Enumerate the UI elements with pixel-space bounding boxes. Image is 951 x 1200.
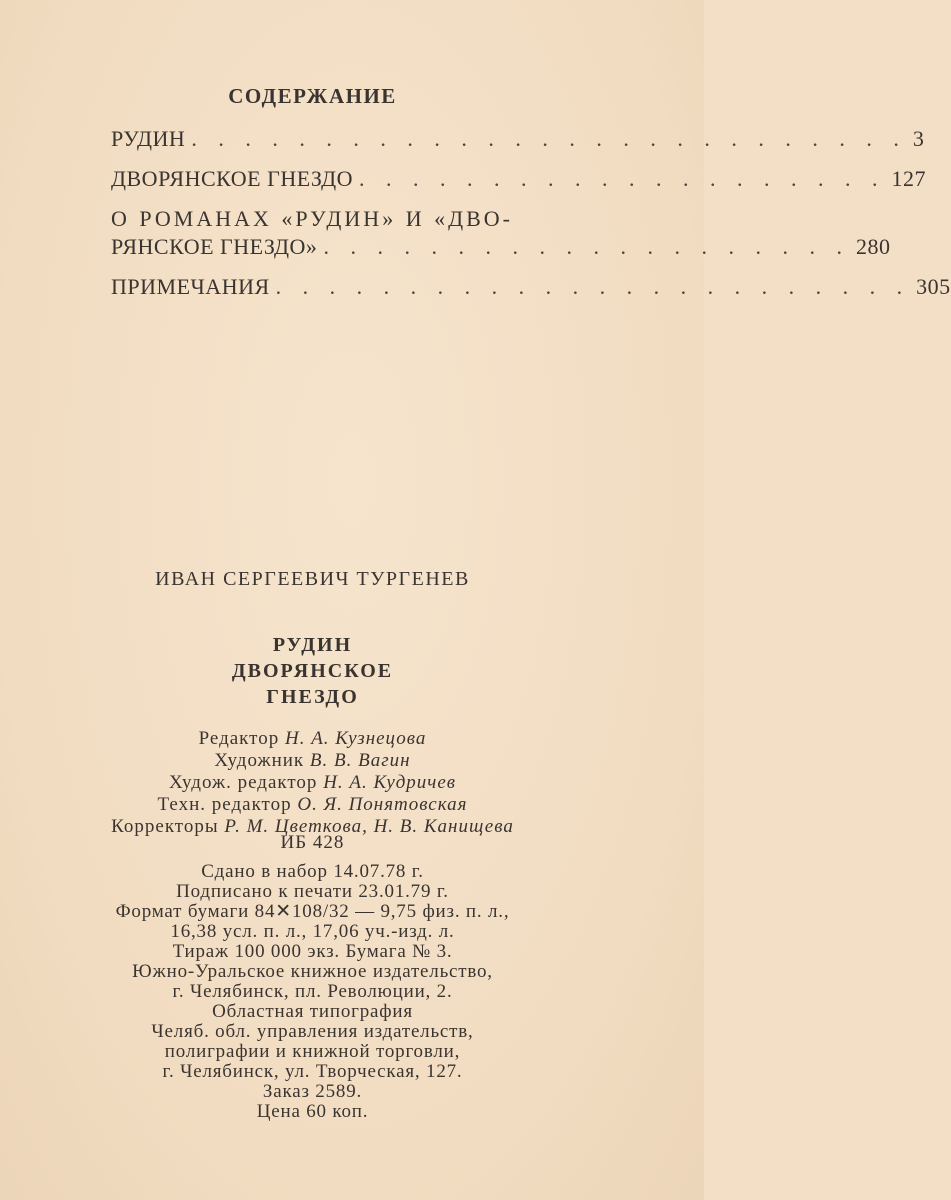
detail-line: г. Челябинск, пл. Революции, 2.: [172, 981, 453, 1002]
toc-entry-page: 280: [855, 234, 891, 259]
detail-line: Тираж 100 000 экз. Бумага № 3.: [172, 941, 453, 962]
detail-line: Челяб. обл. управления издательств,: [151, 1021, 474, 1042]
credit-role: Редактор: [198, 728, 280, 749]
credit-role: Техн. редактор: [157, 794, 292, 815]
detail-line: Заказ 2589.: [262, 1081, 363, 1102]
credit-role: Художник: [214, 750, 305, 771]
credit-line: [0, 794, 625, 816]
credit-name: В. В. Вагин: [309, 750, 411, 771]
toc-entry-about-novels: [111, 206, 891, 260]
detail-line: Подписано к печати 23.01.79 г.: [176, 881, 449, 902]
credit-line: [0, 772, 625, 794]
ib-number: ИБ 428: [280, 832, 345, 853]
credit-role: Корректоры: [111, 816, 219, 837]
toc-word: «ДВО-: [434, 206, 513, 231]
table-of-contents: [111, 126, 951, 314]
credit-name: Н. А. Кузнецова: [284, 728, 427, 749]
toc-entry-label-line2-row: [111, 234, 891, 260]
credit-line: [0, 728, 625, 750]
detail-line: Южно-Уральское книжное издательство,: [132, 961, 493, 982]
author-name: ИВАН СЕРГЕЕВИЧ ТУРГЕНЕВ: [155, 568, 470, 590]
toc-word: «РУДИН»: [281, 206, 397, 231]
book-title-line: ГНЕЗДО: [266, 686, 359, 708]
book-title-line: РУДИН: [272, 634, 353, 656]
detail-line: Областная типография: [212, 1001, 413, 1022]
toc-leader-dots: . . . . . . . . . . . . . . . . . . . .: [323, 234, 850, 259]
toc-entry-label-line2: РЯНСКОЕ ГНЕЗДО»: [111, 234, 318, 259]
credit-name: О. Я. Понятовская: [297, 794, 468, 815]
toc-entry-rudin: [111, 126, 925, 152]
toc-entry-label-line1: [111, 206, 513, 232]
detail-line: 16,38 усл. п. л., 17,06 уч.-изд. л.: [170, 921, 455, 942]
publication-details: [0, 862, 625, 1122]
toc-entry-label: РУДИН: [111, 126, 186, 151]
toc-entry-page: 305: [916, 274, 951, 299]
credits-block: [0, 728, 625, 838]
credit-name: Р. М. Цветкова, Н. В. Канищева: [224, 816, 514, 837]
toc-title: СОДЕРЖАНИЕ: [228, 84, 397, 108]
credit-role: Худож. редактор: [168, 772, 318, 793]
book-title-line: ДВОРЯНСКОЕ: [231, 660, 394, 682]
detail-line: Формат бумаги 84✕108/32 — 9,75 физ. п. л.,: [115, 901, 510, 922]
toc-entry-label: ПРИМЕЧАНИЯ: [111, 274, 270, 299]
credit-line: [0, 750, 625, 772]
toc-entry-page: 127: [891, 166, 926, 191]
toc-entry-notes: [111, 274, 951, 300]
credit-name: Н. А. Кудричев: [323, 772, 457, 793]
toc-word: РОМАНАХ: [139, 206, 272, 231]
detail-line: г. Челябинск, ул. Творческая, 127.: [162, 1061, 463, 1082]
book-title: [0, 632, 625, 710]
toc-entry-noble-nest: [111, 166, 926, 192]
toc-leader-dots: . . . . . . . . . . . . . . . . . . . . . . . . . . .: [191, 126, 907, 151]
toc-entry-page: 3: [912, 126, 925, 151]
toc-entry-label: ДВОРЯНСКОЕ ГНЕЗДО: [111, 166, 353, 191]
detail-line: Цена 60 коп.: [256, 1101, 369, 1122]
detail-line: Сдано в набор 14.07.78 г.: [201, 861, 424, 882]
toc-leader-dots: . . . . . . . . . . . . . . . . . . . . . . . .: [275, 274, 911, 299]
toc-leader-dots: . . . . . . . . . . . . . . . . . . . .: [359, 166, 886, 191]
toc-word: О: [111, 206, 130, 231]
toc-word: И: [405, 206, 425, 231]
detail-line: полиграфии и книжной торговли,: [164, 1041, 461, 1062]
